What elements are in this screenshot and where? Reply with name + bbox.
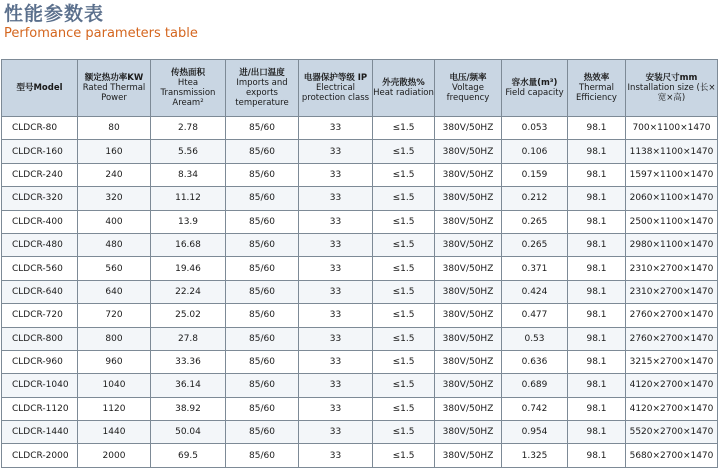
cell-transmission-area: 36.14 (151, 374, 226, 397)
cell-thermal-efficiency: 98.1 (568, 210, 626, 233)
cell-temperature: 85/60 (226, 327, 299, 350)
cell-installation-size: 2760×2700×1470 (626, 304, 718, 327)
cell-model: CLDCR-960 (2, 350, 78, 373)
cell-thermal-efficiency: 98.1 (568, 421, 626, 444)
page-title-en: Perfomance parameters table (4, 26, 198, 41)
header-voltage-frequency-cn: 电压/频率 (449, 73, 487, 83)
cell-installation-size: 2500×1100×1470 (626, 210, 718, 233)
header-rated-power-cn: 额定热功率KW (84, 73, 144, 83)
cell-thermal-efficiency: 98.1 (568, 350, 626, 373)
cell-rated-power: 560 (78, 257, 151, 280)
cell-temperature: 85/60 (226, 374, 299, 397)
cell-voltage-frequency: 380V/50HZ (435, 304, 502, 327)
cell-heat-radiation: ≤1.5 (373, 444, 435, 468)
table-row (2, 444, 718, 468)
table-row (2, 280, 718, 303)
cell-protection-class: 33 (299, 327, 373, 350)
cell-field-capacity: 0.265 (502, 233, 568, 256)
cell-model: CLDCR-1440 (2, 421, 78, 444)
cell-transmission-area: 13.9 (151, 210, 226, 233)
cell-field-capacity: 0.424 (502, 280, 568, 303)
table-row (2, 397, 718, 420)
header-model (2, 60, 78, 117)
cell-protection-class: 33 (299, 257, 373, 280)
cell-heat-radiation: ≤1.5 (373, 140, 435, 163)
cell-transmission-area: 8.34 (151, 163, 226, 186)
cell-thermal-efficiency: 98.1 (568, 163, 626, 186)
cell-rated-power: 320 (78, 187, 151, 210)
cell-transmission-area: 33.36 (151, 350, 226, 373)
cell-heat-radiation: ≤1.5 (373, 210, 435, 233)
cell-field-capacity: 0.477 (502, 304, 568, 327)
cell-heat-radiation: ≤1.5 (373, 397, 435, 420)
cell-rated-power: 960 (78, 350, 151, 373)
cell-voltage-frequency: 380V/50HZ (435, 257, 502, 280)
cell-protection-class: 33 (299, 210, 373, 233)
cell-rated-power: 640 (78, 280, 151, 303)
cell-heat-radiation: ≤1.5 (373, 421, 435, 444)
cell-model: CLDCR-240 (2, 163, 78, 186)
table-row (2, 421, 718, 444)
cell-heat-radiation: ≤1.5 (373, 117, 435, 140)
table-row (2, 233, 718, 256)
cell-transmission-area: 5.56 (151, 140, 226, 163)
cell-temperature: 85/60 (226, 304, 299, 327)
header-installation-size-cn: 安装尺寸mm (645, 73, 698, 83)
cell-field-capacity: 0.371 (502, 257, 568, 280)
header-voltage-frequency (435, 60, 502, 117)
cell-protection-class: 33 (299, 140, 373, 163)
table-row (2, 327, 718, 350)
cell-temperature: 85/60 (226, 117, 299, 140)
cell-rated-power: 400 (78, 210, 151, 233)
header-voltage-frequency-en: Voltage frequency (446, 83, 490, 103)
cell-transmission-area: 50.04 (151, 421, 226, 444)
header-transmission-area-en: Htea Transmission Aream² (160, 78, 216, 108)
performance-parameters-table (1, 59, 718, 468)
header-heat-radiation-cn: 外壳散热% (382, 78, 425, 88)
cell-thermal-efficiency: 98.1 (568, 257, 626, 280)
cell-temperature: 85/60 (226, 163, 299, 186)
table-row (2, 140, 718, 163)
cell-field-capacity: 0.954 (502, 421, 568, 444)
cell-model: CLDCR-800 (2, 327, 78, 350)
header-temperature-en: Imports and exports temperature (235, 78, 289, 108)
cell-temperature: 85/60 (226, 233, 299, 256)
header-thermal-efficiency (568, 60, 626, 117)
cell-heat-radiation: ≤1.5 (373, 350, 435, 373)
cell-field-capacity: 0.636 (502, 350, 568, 373)
cell-temperature: 85/60 (226, 187, 299, 210)
cell-voltage-frequency: 380V/50HZ (435, 421, 502, 444)
cell-installation-size: 3215×2700×1470 (626, 350, 718, 373)
header-model-cn: 型号Model (16, 83, 63, 93)
cell-voltage-frequency: 380V/50HZ (435, 163, 502, 186)
cell-installation-size: 700×1100×1470 (626, 117, 718, 140)
cell-voltage-frequency: 380V/50HZ (435, 397, 502, 420)
cell-transmission-area: 27.8 (151, 327, 226, 350)
cell-installation-size: 5520×2700×1470 (626, 421, 718, 444)
cell-thermal-efficiency: 98.1 (568, 397, 626, 420)
cell-heat-radiation: ≤1.5 (373, 233, 435, 256)
table-row (2, 163, 718, 186)
cell-rated-power: 1120 (78, 397, 151, 420)
cell-heat-radiation: ≤1.5 (373, 280, 435, 303)
cell-field-capacity: 0.106 (502, 140, 568, 163)
cell-temperature: 85/60 (226, 350, 299, 373)
cell-rated-power: 80 (78, 117, 151, 140)
header-transmission-area (151, 60, 226, 117)
cell-heat-radiation: ≤1.5 (373, 304, 435, 327)
header-rated-power-en: Rated Thermal Power (82, 83, 146, 103)
cell-heat-radiation: ≤1.5 (373, 374, 435, 397)
cell-heat-radiation: ≤1.5 (373, 163, 435, 186)
cell-voltage-frequency: 380V/50HZ (435, 117, 502, 140)
table-row (2, 210, 718, 233)
table-row (2, 304, 718, 327)
cell-voltage-frequency: 380V/50HZ (435, 233, 502, 256)
cell-transmission-area: 22.24 (151, 280, 226, 303)
cell-voltage-frequency: 380V/50HZ (435, 187, 502, 210)
cell-protection-class: 33 (299, 374, 373, 397)
cell-model: CLDCR-80 (2, 117, 78, 140)
cell-temperature: 85/60 (226, 140, 299, 163)
table-row (2, 374, 718, 397)
cell-rated-power: 240 (78, 163, 151, 186)
table-row (2, 257, 718, 280)
table-row (2, 117, 718, 140)
cell-rated-power: 1040 (78, 374, 151, 397)
cell-field-capacity: 0.689 (502, 374, 568, 397)
cell-installation-size: 1138×1100×1470 (626, 140, 718, 163)
cell-voltage-frequency: 380V/50HZ (435, 280, 502, 303)
cell-thermal-efficiency: 98.1 (568, 444, 626, 468)
cell-field-capacity: 0.265 (502, 210, 568, 233)
cell-thermal-efficiency: 98.1 (568, 233, 626, 256)
cell-transmission-area: 69.5 (151, 444, 226, 468)
header-transmission-area-cn: 传热面积 (170, 68, 205, 78)
cell-thermal-efficiency: 98.1 (568, 327, 626, 350)
cell-protection-class: 33 (299, 350, 373, 373)
header-thermal-efficiency-cn: 热效率 (583, 73, 610, 83)
cell-installation-size: 4120×2700×1470 (626, 397, 718, 420)
cell-temperature: 85/60 (226, 444, 299, 468)
cell-voltage-frequency: 380V/50HZ (435, 444, 502, 468)
header-temperature (226, 60, 299, 117)
cell-rated-power: 1440 (78, 421, 151, 444)
cell-model: CLDCR-320 (2, 187, 78, 210)
header-temperature-cn: 进/出口温度 (239, 68, 285, 78)
header-protection-class-cn: 电器保护等级 IP (303, 73, 368, 83)
cell-model: CLDCR-1120 (2, 397, 78, 420)
cell-transmission-area: 38.92 (151, 397, 226, 420)
cell-heat-radiation: ≤1.5 (373, 257, 435, 280)
cell-protection-class: 33 (299, 444, 373, 468)
cell-voltage-frequency: 380V/50HZ (435, 374, 502, 397)
cell-installation-size: 2760×2700×1470 (626, 327, 718, 350)
cell-installation-size: 2060×1100×1470 (626, 187, 718, 210)
page-title-cn: 性能参数表 (4, 3, 105, 25)
cell-voltage-frequency: 380V/50HZ (435, 210, 502, 233)
cell-installation-size: 2310×2700×1470 (626, 257, 718, 280)
table-row (2, 187, 718, 210)
cell-thermal-efficiency: 98.1 (568, 187, 626, 210)
cell-protection-class: 33 (299, 421, 373, 444)
cell-transmission-area: 2.78 (151, 117, 226, 140)
cell-protection-class: 33 (299, 233, 373, 256)
table-body (2, 117, 718, 468)
cell-model: CLDCR-400 (2, 210, 78, 233)
cell-thermal-efficiency: 98.1 (568, 117, 626, 140)
cell-rated-power: 2000 (78, 444, 151, 468)
cell-temperature: 85/60 (226, 280, 299, 303)
cell-field-capacity: 1.325 (502, 444, 568, 468)
header-protection-class (299, 60, 373, 117)
cell-model: CLDCR-160 (2, 140, 78, 163)
cell-protection-class: 33 (299, 187, 373, 210)
cell-thermal-efficiency: 98.1 (568, 374, 626, 397)
header-heat-radiation-en: Heat radiation (373, 88, 434, 98)
cell-installation-size: 2310×2700×1470 (626, 280, 718, 303)
cell-protection-class: 33 (299, 117, 373, 140)
cell-field-capacity: 0.742 (502, 397, 568, 420)
cell-model: CLDCR-720 (2, 304, 78, 327)
cell-voltage-frequency: 380V/50HZ (435, 350, 502, 373)
cell-installation-size: 5680×2700×1470 (626, 444, 718, 468)
cell-installation-size: 1597×1100×1470 (626, 163, 718, 186)
cell-protection-class: 33 (299, 397, 373, 420)
cell-transmission-area: 11.12 (151, 187, 226, 210)
cell-model: CLDCR-2000 (2, 444, 78, 468)
cell-transmission-area: 19.46 (151, 257, 226, 280)
header-thermal-efficiency-en: Thermal Efficiency (576, 83, 617, 103)
cell-heat-radiation: ≤1.5 (373, 327, 435, 350)
table-header-row (2, 60, 718, 117)
cell-voltage-frequency: 380V/50HZ (435, 140, 502, 163)
header-installation-size-en: Installation size (长×宽×高) (627, 83, 716, 103)
cell-thermal-efficiency: 98.1 (568, 280, 626, 303)
cell-field-capacity: 0.53 (502, 327, 568, 350)
header-field-capacity (502, 60, 568, 117)
cell-protection-class: 33 (299, 304, 373, 327)
header-protection-class-en: Electrical protection class (301, 83, 370, 103)
cell-model: CLDCR-640 (2, 280, 78, 303)
cell-model: CLDCR-1040 (2, 374, 78, 397)
cell-temperature: 85/60 (226, 397, 299, 420)
cell-heat-radiation: ≤1.5 (373, 187, 435, 210)
header-heat-radiation (373, 60, 435, 117)
cell-rated-power: 800 (78, 327, 151, 350)
table-row (2, 350, 718, 373)
cell-field-capacity: 0.159 (502, 163, 568, 186)
cell-rated-power: 160 (78, 140, 151, 163)
cell-voltage-frequency: 380V/50HZ (435, 327, 502, 350)
cell-model: CLDCR-560 (2, 257, 78, 280)
cell-field-capacity: 0.053 (502, 117, 568, 140)
cell-temperature: 85/60 (226, 210, 299, 233)
cell-temperature: 85/60 (226, 257, 299, 280)
cell-model: CLDCR-480 (2, 233, 78, 256)
cell-thermal-efficiency: 98.1 (568, 140, 626, 163)
cell-installation-size: 4120×2700×1470 (626, 374, 718, 397)
cell-protection-class: 33 (299, 280, 373, 303)
header-field-capacity-en: Field capacity (505, 88, 564, 98)
cell-transmission-area: 16.68 (151, 233, 226, 256)
cell-protection-class: 33 (299, 163, 373, 186)
cell-rated-power: 480 (78, 233, 151, 256)
cell-installation-size: 2980×1100×1470 (626, 233, 718, 256)
header-field-capacity-cn: 容水量(m³) (511, 78, 558, 88)
header-installation-size (626, 60, 718, 117)
cell-transmission-area: 25.02 (151, 304, 226, 327)
cell-thermal-efficiency: 98.1 (568, 304, 626, 327)
cell-field-capacity: 0.212 (502, 187, 568, 210)
cell-temperature: 85/60 (226, 421, 299, 444)
header-rated-power (78, 60, 151, 117)
cell-rated-power: 720 (78, 304, 151, 327)
